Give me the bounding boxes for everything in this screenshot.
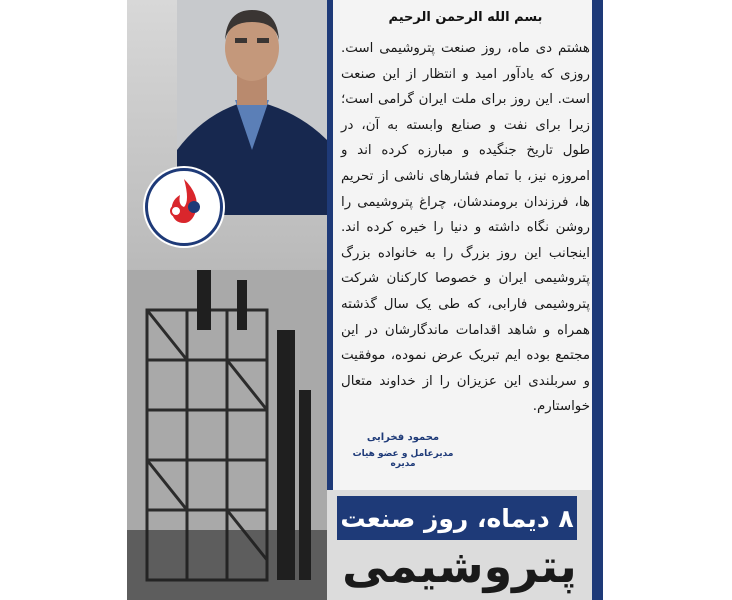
blue-stripe — [592, 0, 603, 600]
basmala-heading: بسم الله الرحمن الرحيم — [388, 10, 543, 25]
message-panel — [327, 0, 598, 490]
message-body: هشتم دی ماه، روز صنعت پتروشیمی است. روزی که یادآور امید و انتظار از این صنعت است. این روز برای ملت ایران گرامی است؛ زیرا برای نفت و صنایع وابسته به آن، در طول تاریخ جنگیده و مبارزه کرده اند و امروزه نیز، با تمام فشارهای ناشی از تحریم ها، فرزندان برومندشان، چراغ پتروشیمی را روشن نگاه داشته و دنیا را خیره کرده اند. اینجانب این روز بزرگ را به خانواده بزرگ پتروشیمی ایران و خصوصا کارکنان شرکت پتروشیمی فارابی، که طی یک سال گذشته همراه و شاهد اقدامات ماندگارشان در این مجتمع بوده ایم تبریک عرض نموده، موفقیت و سربلندی این عزیزان را از خداوند متعال خواستارم. — [341, 41, 590, 415]
flame-logo-icon — [148, 171, 220, 243]
refinery-image — [127, 270, 327, 600]
signature-block — [343, 432, 463, 469]
title-line-2: پتروشیمی — [342, 539, 577, 593]
greeting-poster — [127, 0, 603, 600]
signature-name: محمود فخرایی — [366, 432, 440, 443]
company-logo — [145, 168, 223, 246]
signature-title: مدیرعامل و عضو هیات مدیره — [352, 449, 454, 469]
title-line-1: ۸ دیماه، روز صنعت — [340, 503, 574, 533]
